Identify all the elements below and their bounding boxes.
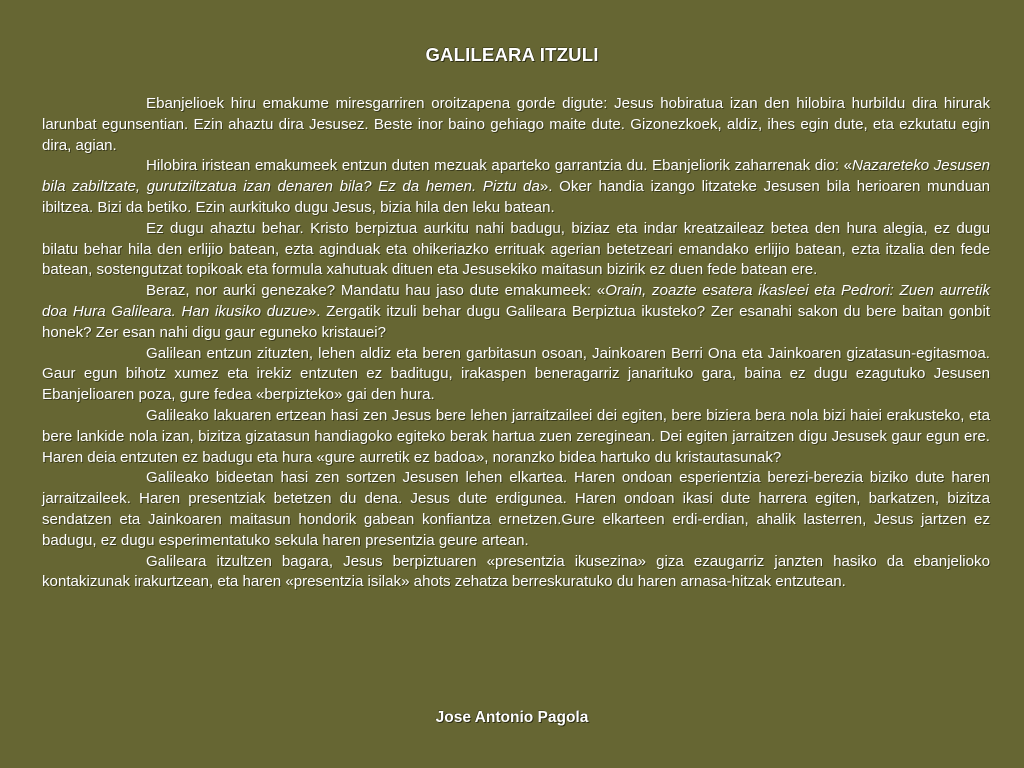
paragraph-text: Beraz, nor aurki genezake? Mandatu hau jaso dute emakumeek: « [146, 282, 606, 300]
paragraph-text: ». Oker handia izango litzateke Jesusen bila herioaren munduan ibiltzea. Bizi da betiko. Ezin aurkituko dugu Jesus, bizia hila den leku batean. [42, 178, 990, 216]
document-body [42, 94, 990, 593]
paragraph-text: Galileara itzultzen bagara, Jesus berpiztuaren «presentzia ikusezina» giza ezaugarriz janzten hasiko da ebanjelioko kontakizunak irakurtzean, eta haren «presentzia isilak» ahots zehatza berreskuratuko du haren arnasa-hitzak entzutean. [42, 552, 990, 591]
paragraph [42, 156, 990, 218]
paragraph [42, 94, 990, 156]
paragraph-text: Hilobira iristean emakumeek entzun duten mezuak aparteko garrantzia du. Ebanjeliorik zaharrenak dio: « [146, 157, 852, 175]
quoted-text: Nazareteko Jesusen bila zabiltzate, gurutziltzatua izan denaren bila? Ez da hemen. Piztu da [42, 157, 990, 196]
paragraph [42, 281, 990, 343]
paragraph [42, 552, 990, 594]
paragraph-text: Galileako bideetan hasi zen sortzen Jesusen lehen elkartea. Haren ondoan esperientzia berezi-berezia biziko dute haren jarraitzaileek. Haren presentziak betetzen du dena. Jesus dute erdigunea. Haren ondoan ikasi dute harrera egiten, barkatzen, bizitza sendatzen eta Jainkoaren maitasun hondorik gabean konfiantza ernetzen.Gure elkarteen erdi-erdian, ahalik lasterren, Jesus jartzen ez badugu, ez dugu esperimentatuko sekula haren presentzia geure artean. [42, 469, 990, 549]
paragraph [42, 219, 990, 281]
paragraph-text: Ebanjelioek hiru emakume miresgarriren oroitzapena gorde digute: Jesus hobiratua izan den hilobira hurbildu dira hirurak larunbat egunsentian. Ezin ahaztu dira Jesusez. Beste inor baino gehiago maite dute. Gizonezkoek, aldiz, ihes egin dute, eta ezkutatu egin dira, agian. [42, 95, 990, 154]
paragraph-text: Galileako lakuaren ertzean hasi zen Jesus bere lehen jarraitzaileei dei egiten, bere biziera bera nola bizi haiei erakusteko, eta bere lankide nola izan, bizitza gizatasun handiagoko egiteko berak hartua zuen zereginean. Dei egiten jarraitzen digu Jesusek gaur egun ere. Haren deia entzuten ez badugu eta hura «gure aurretik ez badoa», noranzko bidea hartuko du kristautasunak? [42, 406, 990, 466]
paragraph [42, 468, 990, 551]
paragraph [42, 406, 990, 468]
quoted-text: Orain, zoazte esatera ikasleei eta Pedrori: Zuen aurretik doa Hura Galileara. Han ikusiko duzue [42, 282, 990, 320]
paragraph-text: Ez dugu ahaztu behar. Kristo berpiztua aurkitu nahi badugu, biziaz eta indar kreatzaileaz betea den hura alegia, ez dugu bilatu behar hila den erlijio batean, ezta aginduak eta ohikeriazko errituak agerian betetzeari emandako erlijio batean, ezta itzalia den fede batean, sostengutzat topikoak eta formula xahutuak dituen eta Jesusekiko maitasun bizirik ez duen fede batean ere. [42, 219, 990, 279]
author-signature: Jose Antonio Pagola [435, 709, 589, 726]
paragraph-text: Galilean entzun zituzten, lehen aldiz eta beren garbitasun osoan, Jainkoaren Berri Ona eta Jainkoaren gizatasun-egitasmoa. Gaur egun bihotz xumez eta irekiz entzuten ez baditugu, irakaspen beneragarriz janarituko gara, baina ez dugu ezagutuko Jesusen Ebanjelioaren poza, gure fedea «berpizteko» gai den hura. [42, 344, 990, 404]
document-title: GALILEARA ITZULI [425, 44, 599, 65]
paragraph [42, 344, 990, 406]
paragraph-text: ». Zergatik itzuli behar dugu Galileara Berpiztua ikusteko? Zer esanahi sakon du bere baitan gonbit honek? Zer esan nahi digu gaur eguneko kristauei? [42, 302, 990, 341]
